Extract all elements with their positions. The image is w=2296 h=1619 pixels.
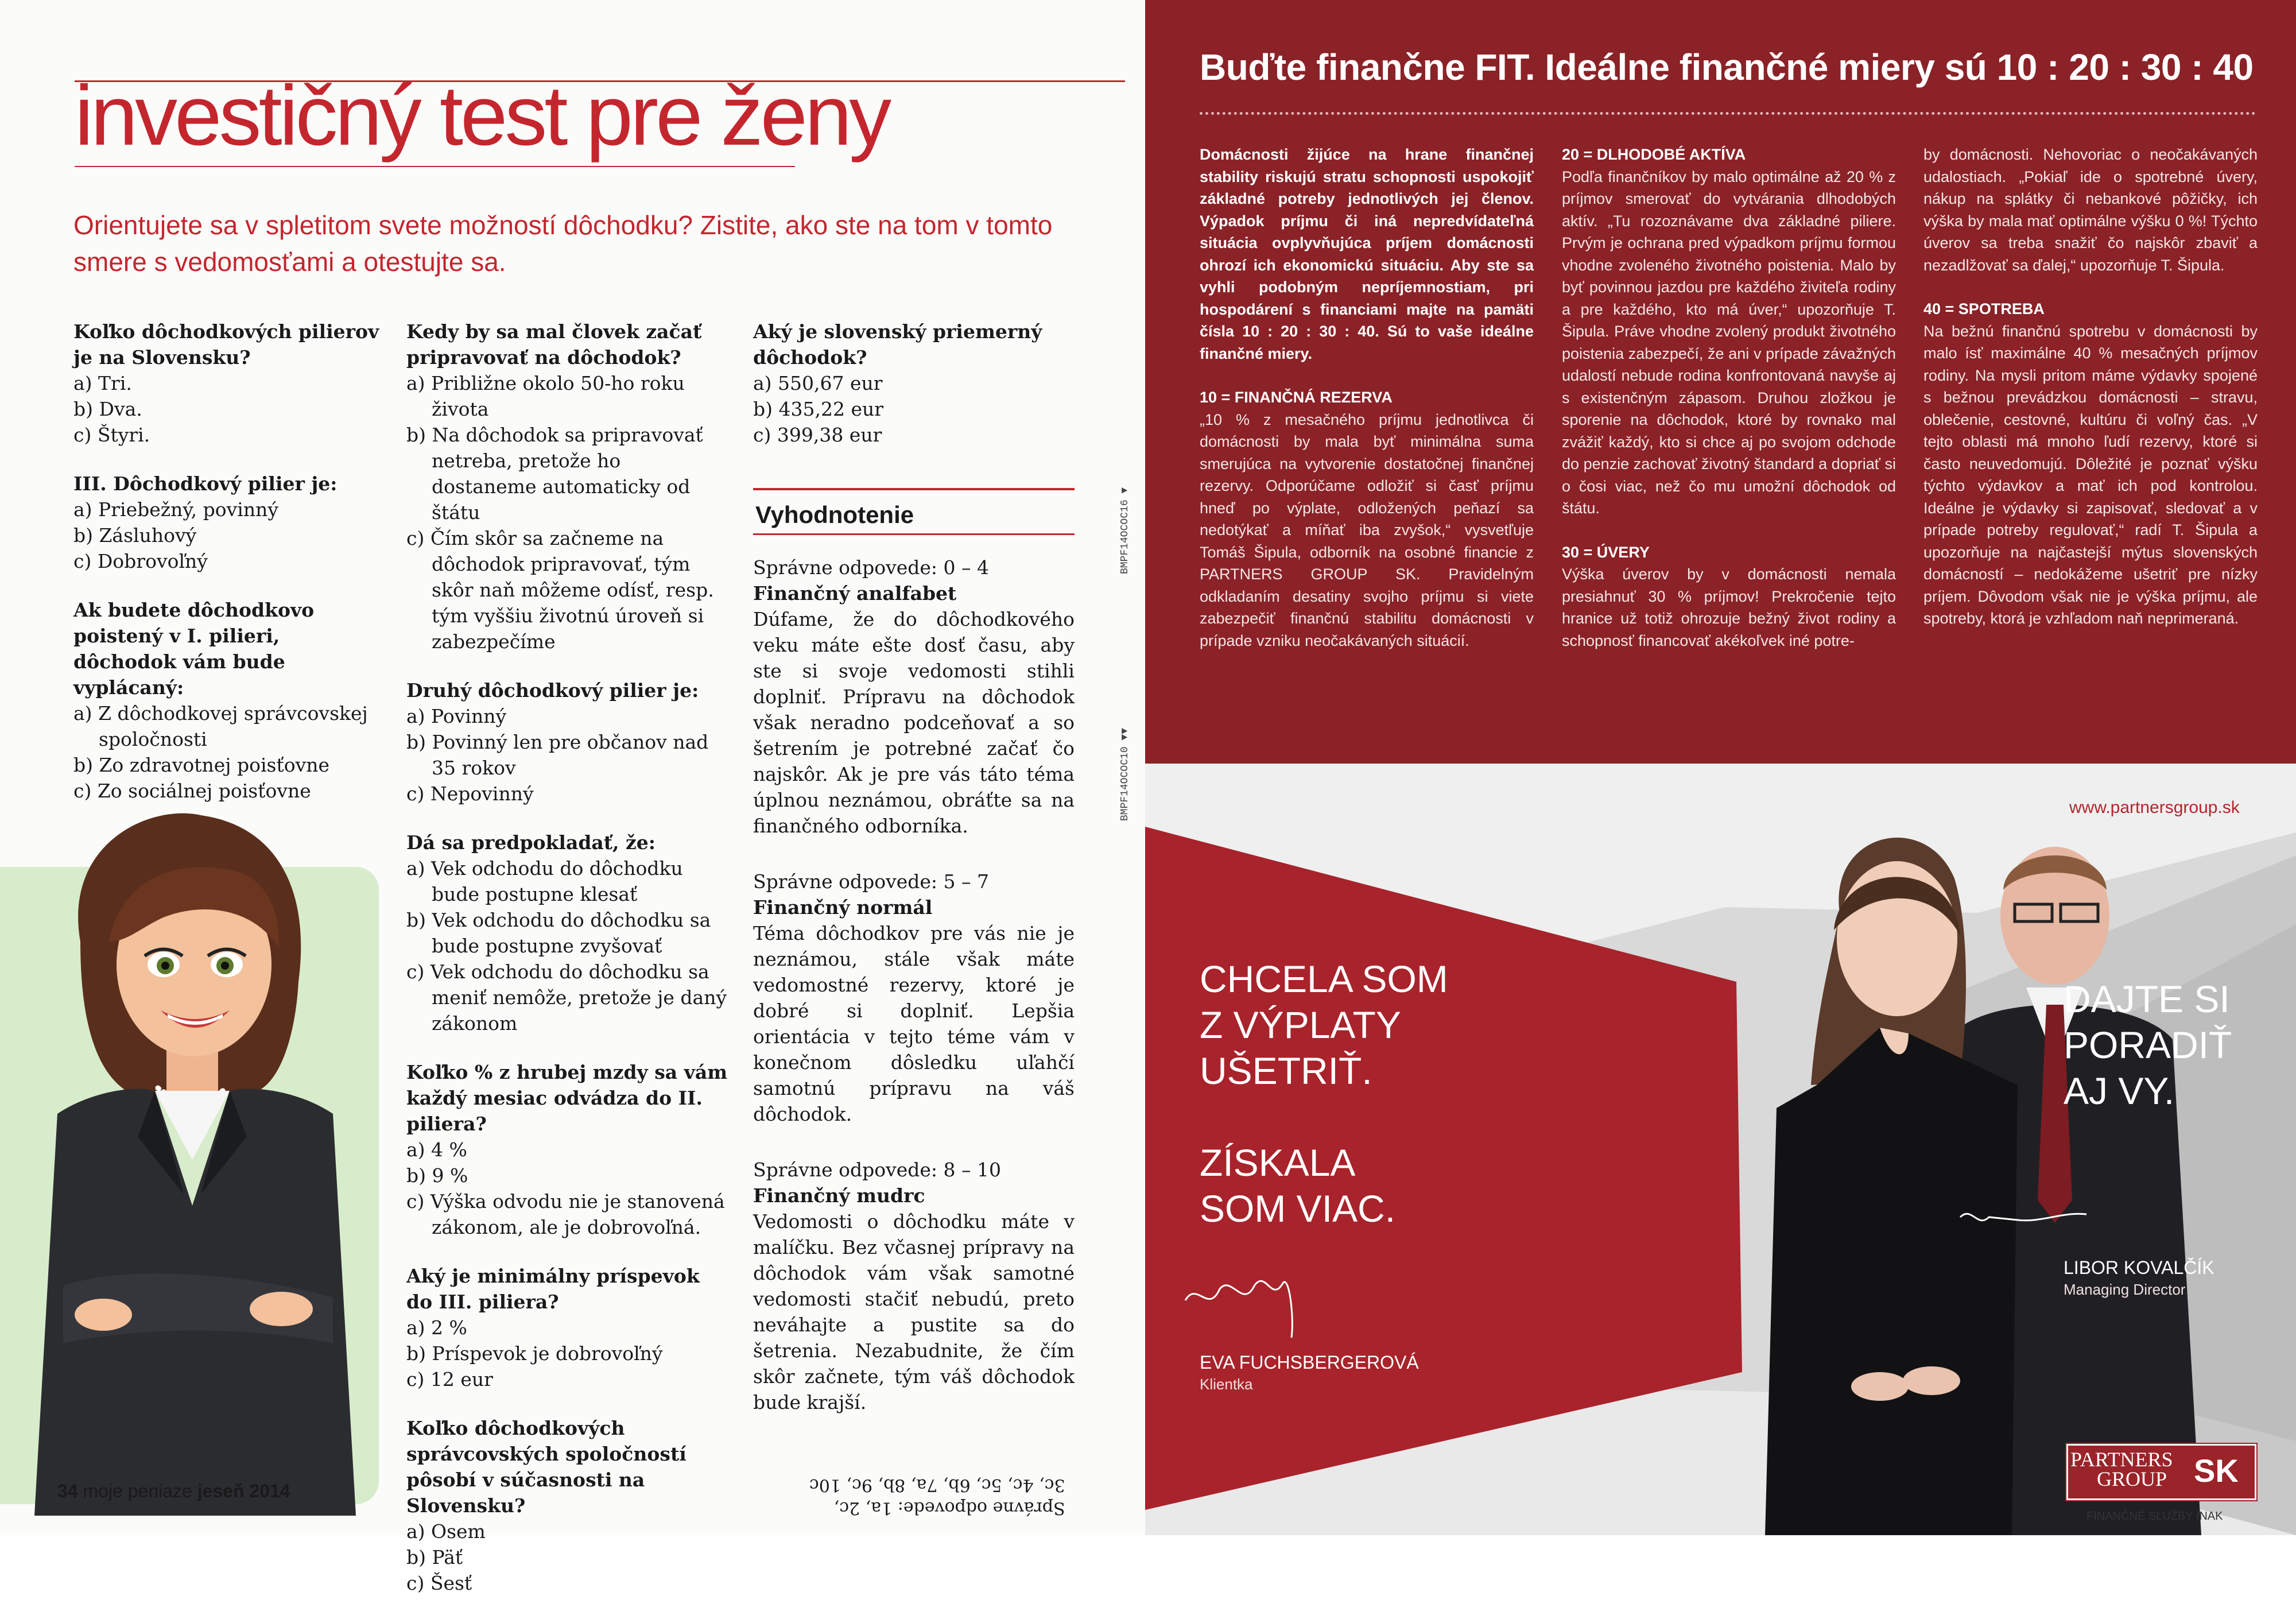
quiz-question — [406, 1059, 728, 1240]
section-heading-30: 30 = ÚVERY — [1562, 543, 1650, 561]
slogan-saving — [1200, 956, 1448, 1094]
slogan-line: CHCELA SOM — [1200, 958, 1448, 1000]
section-text-30: Výška úverov by v domácnosti nemala presiahnuť 30 % príjmov! Prekročenie tejto hranice už totiž ohrozuje bežný život rodiny a schopnosť financovať akékoľvek iné potre- — [1562, 566, 1896, 649]
answer-option: c) Zo sociálnej poisťovne — [73, 780, 311, 802]
section-heading-20: 20 = DLHODOBÉ AKTÍVA — [1562, 146, 1746, 163]
answer-option: a) Z dôchodkovej správcovskej spoločnosti — [73, 702, 368, 750]
section-text-40: Na bežnú finančnú spotrebu v domácnosti by malo ísť maximálne 40 % mesačných príjmov rodiny. Na mysli pritom máme výdavky spojené s bežnou prevádzkou domácnosti – stravu, oblečenie, cestovné, kultúru či voľný čas. „V tejto oblasti má mnoho ľudí rezervy, ktoré si často neuvedomujú. Dôležité je poznať výšku týchto výdavkov a mať ich pod kontrolou. Ideálne je výdavky si zapisovať, sledovať a v prípade potreby regulovať,“ radí T. Šipula a upozorňuje na najčastejší mýtus slovenských domácností – nedokážeme ušetriť pre nízky príjem. Dôvodom však nie je výška príjmu, ale spotreby, ktorá je vzhľadom naň neprimeraná. — [1923, 322, 2258, 627]
quiz-question — [406, 830, 728, 1036]
result-text: Vedomosti o dôchodku máte v malíčku. Bez včasnej prípravy na dôchodok vám však samotné vedomosti stačiť nebudú, preto neváhajte a pustite sa do šetrenia. Nezabudnite, že čím skôr začnete, tým váš dôchodok bude krajší. — [753, 1210, 1075, 1413]
result-range: Správne odpovede: 5 – 7 — [753, 870, 989, 893]
slogan-line: PORADIŤ — [2064, 1024, 2232, 1066]
ad-lead: Domácnosti žijúce na hrane finančnej stability riskujú stratu schopnosti uspokojiť základné potreby jednotlivých jej členov. Výpadok príjmu či iná nepredvídateľná situácia ovplyvňujúca príjem domácnosti ohrozí ich ekonomickú situáciu. Aby ste sa vyhli podobným nepríjemnostiam, pri hospodárení s financiami majte na pamäti čísla 10 : 20 : 30 : 40. Sú to vaše ideálne finančné miery. — [1200, 146, 1534, 362]
quiz-column-2 — [406, 319, 728, 1619]
answer-option: c) Čím skôr sa začneme na dôchodok pripravovať, tým skôr naň môžeme odísť, resp. tým vyššiu životnú úroveň si zabezpečíme — [406, 527, 714, 653]
section-text-10: „10 % z mesačného príjmu jednotlivca či domácnosti by mala byť minimálna suma smerujúca na vytvorenie dostatočnej finančnej rezervy. Odporúčame odložiť si časť príjmu hneď po výplate, odložených peňazí sa nedotýkať a míňať iba zvyšok,“ vysvetľuje Tomáš Šipula, odborník na osobné financie z PARTNERS GROUP SK. Pravidelným odkladaním desatiny svojho príjmu si viete zabezpečiť finančnú stabilitu domácnosti v prípade vzniku neočakávaných situácií. — [1200, 410, 1534, 649]
answer-option: b) Na dôchodok sa pripravovať netreba, pretože ho dostaneme automaticky od štátu — [406, 424, 703, 524]
answers-line-2: 3c, 4c, 5c, 6b, 7a, 8b, 9c, 10c — [809, 1475, 1065, 1495]
answer-option: b) Päť — [406, 1546, 463, 1568]
question-text: Koľko dôchodkových správcovských spoločností pôsobí v súčasnosti na Slovensku? — [406, 1417, 687, 1517]
answer-option: c) Nepovinný — [406, 783, 534, 805]
website-link[interactable]: www.partnersgroup.sk — [2069, 798, 2240, 817]
answer-option: b) Vek odchodu do dôchodku sa bude postupne zvyšovať — [406, 909, 711, 957]
answer-option: a) Tri. — [73, 372, 132, 394]
answer-option: c) 399,38 eur — [753, 424, 882, 446]
result-name: Finančný normál — [753, 896, 933, 919]
quiz-column-1 — [73, 319, 383, 827]
answer-option: c) 12 eur — [406, 1368, 493, 1391]
answer-option: c) Štyri. — [73, 424, 150, 446]
answer-option: c) Šesť — [406, 1572, 472, 1594]
result-text: Dúfame, že do dôchodkového veku máte ešte dosť času, aby ste si svoje vedomosti stihli doplniť. Prípravu na dôchodok však neradno podceňovať a so šetrením je potrebné začať čo najskôr. Ak je pre vás táto téma úplnou neznámou, obráťte sa na finančného odborníka. — [753, 608, 1075, 837]
quiz-question — [73, 471, 383, 574]
answer-option: b) Príspevok je dobrovoľný — [406, 1342, 663, 1365]
question-text: III. Dôchodkový pilier je: — [73, 472, 338, 495]
answer-option: a) Približne okolo 50-ho roku života — [406, 372, 685, 420]
answer-option: b) Zásluhový — [73, 524, 197, 547]
title-underline — [75, 166, 795, 167]
slogan-line: ZÍSKALA — [1200, 1141, 1356, 1184]
client-name: EVA FUCHSBERGEROVÁ — [1200, 1352, 1419, 1373]
answer-option: a) Povinný — [406, 705, 507, 727]
question-text: Koľko % z hrubej mzdy sa vám každý mesiac odvádza do II. piliera? — [406, 1061, 728, 1135]
page-number: 34 — [57, 1481, 78, 1501]
quiz-question — [406, 677, 728, 807]
question-text: Druhý dôchodkový pilier je: — [406, 679, 699, 702]
answer-option: a) 4 % — [406, 1138, 467, 1161]
slogan-line: SOM VIAC. — [1200, 1187, 1396, 1230]
answer-option: b) 435,22 eur — [753, 398, 884, 420]
left-page — [0, 0, 1145, 1594]
slogan-gained — [1200, 1140, 1395, 1231]
result-range: Správne odpovede: 0 – 4 — [753, 556, 989, 579]
article-title: investičný test pre ženy — [75, 68, 889, 163]
result-range: Správne odpovede: 8 – 10 — [753, 1159, 1001, 1181]
answer-option: a) 2 % — [406, 1316, 467, 1339]
quiz-question — [406, 319, 728, 654]
answer-option: a) Priebežný, povinný — [73, 498, 278, 521]
logo-sk: SK — [2194, 1453, 2239, 1489]
result-name: Finančný mudrc — [753, 1184, 925, 1207]
answer-option: c) Vek odchodu do dôchodku sa meniť nemôže, pretože je daný zákonom — [406, 960, 727, 1035]
logo-word: GROUP — [2097, 1467, 2167, 1490]
answer-option: b) Povinný len pre občanov nad 35 rokov — [406, 731, 709, 779]
answer-option: b) Dva. — [73, 398, 142, 420]
answer-option: a) Vek odchodu do dôchodku bude postupne klesať — [406, 857, 683, 905]
answer-option: a) Osem — [406, 1520, 486, 1543]
logo-tagline: FINANČNÉ SLUŽBY INAK — [2086, 1510, 2223, 1523]
logo-word: PARTNERS — [2070, 1448, 2173, 1471]
article-subtitle: Orientujete sa v spletitom svete možností dôchodku? Zistite, ako ste na tom v tomto smere s vedomosťami a otestujte sa. — [73, 210, 1053, 277]
question-text: Dá sa predpokladať, že: — [406, 831, 656, 854]
section-heading-40: 40 = SPOTREBA — [1923, 300, 2045, 317]
answer-option: b) 9 % — [406, 1164, 468, 1187]
quiz-question — [406, 1415, 728, 1596]
answers-line-1: Správne odpovede: 1a, 2c, — [833, 1498, 1065, 1518]
quiz-question — [406, 1263, 728, 1392]
result-block — [753, 1157, 1075, 1415]
print-code: BMPF14OCOC16 ▼ — [1119, 487, 1131, 574]
result-name: Finančný analfabet — [753, 582, 957, 605]
quiz-column-3 — [753, 319, 1075, 1445]
magazine-name: moje peniaze — [83, 1481, 192, 1501]
question-text: Aký je slovenský priemerný dôchodok? — [753, 320, 1042, 369]
question-text: Aký je minimálny príspevok do III. piliera? — [406, 1265, 700, 1313]
ad-column-1 — [1200, 144, 1534, 673]
client-role: Klientka — [1200, 1376, 1253, 1393]
answer-option: b) Zo zdravotnej poisťovne — [73, 754, 330, 776]
result-block — [753, 555, 1075, 839]
issue-label: jeseň 2014 — [197, 1481, 290, 1501]
slogan-line: Z VÝPLATY — [1200, 1004, 1401, 1046]
slogan-line: DAJTE SI — [2064, 978, 2230, 1020]
ad-column-2 — [1562, 144, 1896, 673]
section-text-20: Podľa finančníkov by malo optimálne až 20 % z príjmov smerovať do vytvárania dlhodobých aktív. „Tu rozoznávame dva základné piliere. Prvým je ochrana pred výpadkom príjmu formou vhodne zvoleného životného poistenia. Malo by byť povinnou jazdou pre každého živiteľa rodiny a pre každého, kto má úver,“ upozorňuje T. Šipula. Práve vhodne zvolený produkt životného poistenia zabezpečí, že ani v prípade závažných udalostí nebude rodina konfrontovaná navyše aj s existenčným zápasom. Druhou zložkou je sporenie na dôchodok, ktoré by rovnako mal zvážiť každý, kto si chce aj po svojom odchode do penzie zachovať životný štandard a dopriať si o čosi viac, než čo mu umožní dôchodok od štátu. — [1562, 168, 1896, 517]
answer-option: c) Výška odvodu nie je stanovená zákonom, ale je dobrovoľná. — [406, 1190, 725, 1238]
quiz-question — [753, 319, 1075, 448]
answer-option: a) 550,67 eur — [753, 372, 883, 394]
ad-title: Buďte finančne FIT. Ideálne finančné miery sú 10 : 20 : 30 : 40 — [1200, 47, 2254, 88]
slogan-line: UŠETRIŤ. — [1200, 1049, 1372, 1092]
result-text: Téma dôchodkov pre vás nie je neznámou, stále však máte vedomostné rezervy, ktoré je dobré si doplniť. Lepšia orientácia v tejto téme vám v konečnom dôsledku uľahčí samotnú prípravu na váš dôchodok. — [753, 922, 1075, 1125]
slogan-line: AJ VY. — [2064, 1070, 2175, 1112]
slogan-advice — [2064, 976, 2232, 1114]
quiz-question — [73, 319, 383, 448]
upside-down-answers — [809, 1473, 1065, 1519]
dotted-divider — [1200, 112, 2256, 115]
businesswoman-illustration — [11, 792, 379, 1516]
ad-column-3 — [1923, 144, 2258, 652]
section-heading-10: 10 = FINANČNÁ REZERVA — [1200, 389, 1393, 406]
section-text-30-continued: by domácnosti. Nehovoriac o neočakávaných udalostiach. „Pokiaľ ide o spotrebné úvery, nákup na splátky či nebankové pôžičky, ich výška by mala mať optimálne výšku 0 %! Týchto úverov sa treba snažiť čo najskôr zbaviť a nezadlžovať sa ďalej,“ upozorňuje T. Šipula. — [1923, 146, 2258, 274]
director-name: LIBOR KOVALČÍK — [2064, 1257, 2214, 1278]
print-code: BMPF14OCOC10 ▼▼ — [1119, 727, 1131, 821]
answer-option: c) Dobrovoľný — [73, 550, 208, 572]
result-block — [753, 869, 1075, 1127]
director-role: Managing Director — [2064, 1281, 2186, 1298]
question-text: Ak budete dôchodkovo poistený v I. pilieri, dôchodok vám bude vyplácaný: — [73, 599, 315, 699]
right-page-advertisement — [1145, 0, 2296, 1535]
question-text: Koľko dôchodkových pilierov je na Slovensku? — [73, 320, 379, 369]
question-text: Kedy by sa mal človek začať pripravovať na dôchodok? — [406, 320, 702, 369]
logo-text — [2070, 1450, 2173, 1489]
quiz-question — [73, 597, 383, 804]
page-footer — [57, 1481, 290, 1502]
evaluation-heading: Vyhodnotenie — [753, 488, 1075, 535]
